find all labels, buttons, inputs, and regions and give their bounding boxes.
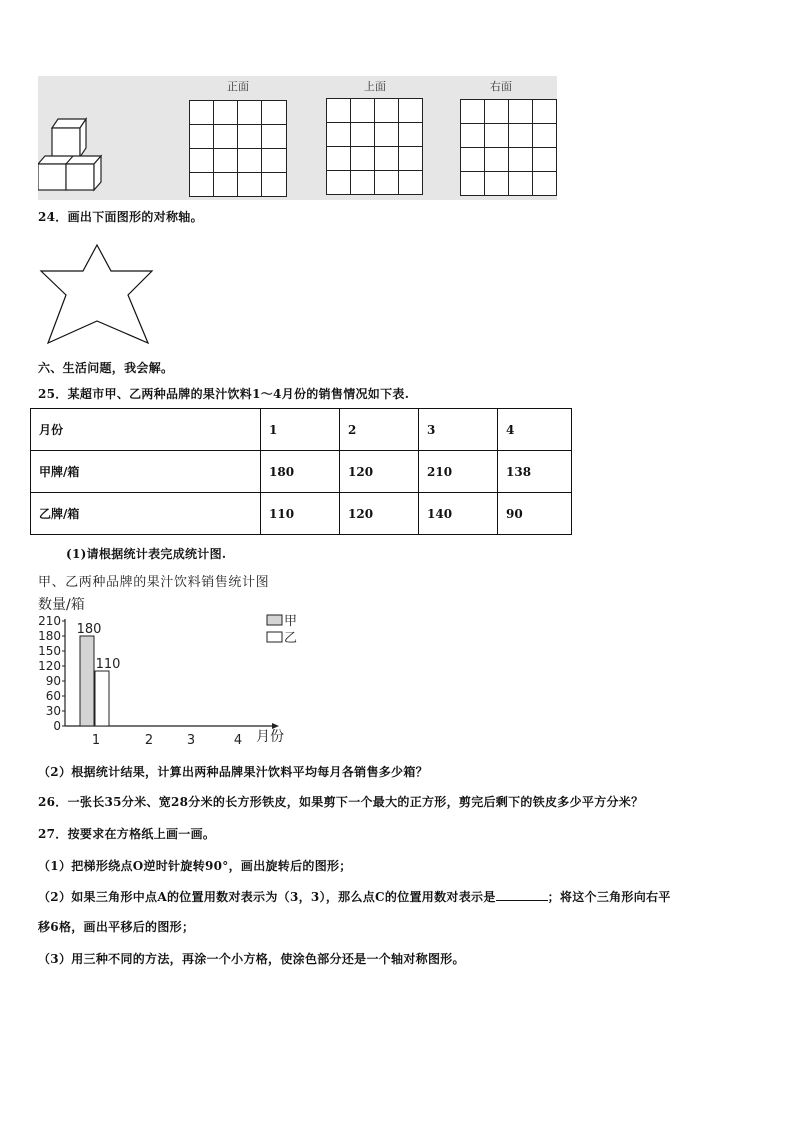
y-tick-label: 150 [38, 644, 61, 658]
right-view-grid[interactable] [460, 99, 557, 196]
y-tick-label: 120 [38, 659, 61, 673]
x-tick-label: 4 [233, 733, 243, 748]
section-6-heading: 六、生活问题，我会解。 [38, 361, 174, 375]
table-cell: 月份 [31, 409, 261, 451]
table-cell: 4 [498, 409, 572, 451]
table-cell: 1 [261, 409, 340, 451]
question-27-part-2-line-2: 移6格，画出平移后的图形； [38, 920, 195, 934]
x-axis-label: 月份 [256, 729, 284, 745]
table-cell: 90 [498, 493, 572, 535]
question-27-part-2-line-1 [38, 888, 671, 905]
question-27-part-1: （1）把梯形绕点O逆时针旋转90°，画出旋转后的图形； [38, 859, 352, 873]
table-cell: 120 [340, 451, 419, 493]
legend-label: 乙 [284, 631, 298, 646]
question-25-part-2: （2）根据统计结果，计算出两种品牌果汁饮料平均每月各销售多少箱？ [38, 765, 428, 779]
table-cell: 138 [498, 451, 572, 493]
table-row [31, 409, 572, 451]
question-24: 24．画出下面图形的对称轴。 [38, 210, 203, 224]
bar-乙 [95, 671, 109, 726]
table-cell: 210 [419, 451, 498, 493]
table-cell: 乙牌/箱 [31, 493, 261, 535]
x-tick-label: 2 [144, 733, 154, 748]
top-view-grid[interactable] [326, 98, 423, 195]
table-cell: 110 [261, 493, 340, 535]
top-view-label: 上面 [364, 80, 386, 93]
data-label: 110 [95, 657, 121, 672]
y-tick-label: 30 [45, 704, 61, 718]
front-view-label: 正面 [227, 80, 249, 93]
cube-views-figure [38, 76, 557, 200]
question-25: 25．某超市甲、乙两种品牌的果汁饮料1～4月份的销售情况如下表. [38, 387, 410, 401]
legend-swatch [267, 632, 282, 642]
table-cell: 120 [340, 493, 419, 535]
question-27-part-2-text-b: ；将这个三角形向右平 [547, 890, 671, 904]
question-27-part-2-text-a: （2）如果三角形中点A的位置用数对表示为（3，3），那么点C的位置用数对表示是 [38, 890, 496, 904]
y-tick-label: 0 [53, 719, 61, 733]
y-tick-label: 90 [45, 674, 61, 688]
y-tick-label: 210 [38, 614, 61, 628]
question-25-part-1: (1)请根据统计表完成统计图. [66, 547, 227, 561]
legend-label: 甲 [284, 614, 298, 629]
chart-title: 甲、乙两种品牌的果汁饮料销售统计图 [38, 575, 270, 590]
table-cell: 甲牌/箱 [31, 451, 261, 493]
question-26: 26．一张长35分米、宽28分米的长方形铁皮，如果剪下一个最大的正方形，剪完后剩下的铁皮多少平方分米？ [38, 795, 644, 809]
front-view-grid[interactable] [189, 100, 287, 197]
table-row [31, 493, 572, 535]
data-label: 180 [76, 622, 102, 637]
table-cell: 2 [340, 409, 419, 451]
y-tick-label: 180 [38, 629, 61, 643]
y-axis-label: 数量/箱 [38, 597, 85, 613]
x-tick-label: 3 [186, 733, 196, 748]
right-view-label: 右面 [490, 80, 512, 93]
sales-bar-chart [30, 590, 320, 750]
sales-table [30, 408, 572, 535]
question-27-part-3: （3）用三种不同的方法，再涂一个小方格，使涂色部分还是一个轴对称图形。 [38, 952, 465, 966]
table-cell: 3 [419, 409, 498, 451]
table-row [31, 451, 572, 493]
table-cell: 140 [419, 493, 498, 535]
bar-甲 [80, 636, 94, 726]
six-point-star[interactable] [38, 243, 156, 347]
question-27: 27．按要求在方格纸上画一画。 [38, 827, 216, 841]
legend-swatch [267, 615, 282, 625]
x-tick-label: 1 [91, 733, 101, 748]
table-cell: 180 [261, 451, 340, 493]
answer-blank[interactable] [496, 889, 548, 901]
y-tick-label: 60 [45, 689, 61, 703]
